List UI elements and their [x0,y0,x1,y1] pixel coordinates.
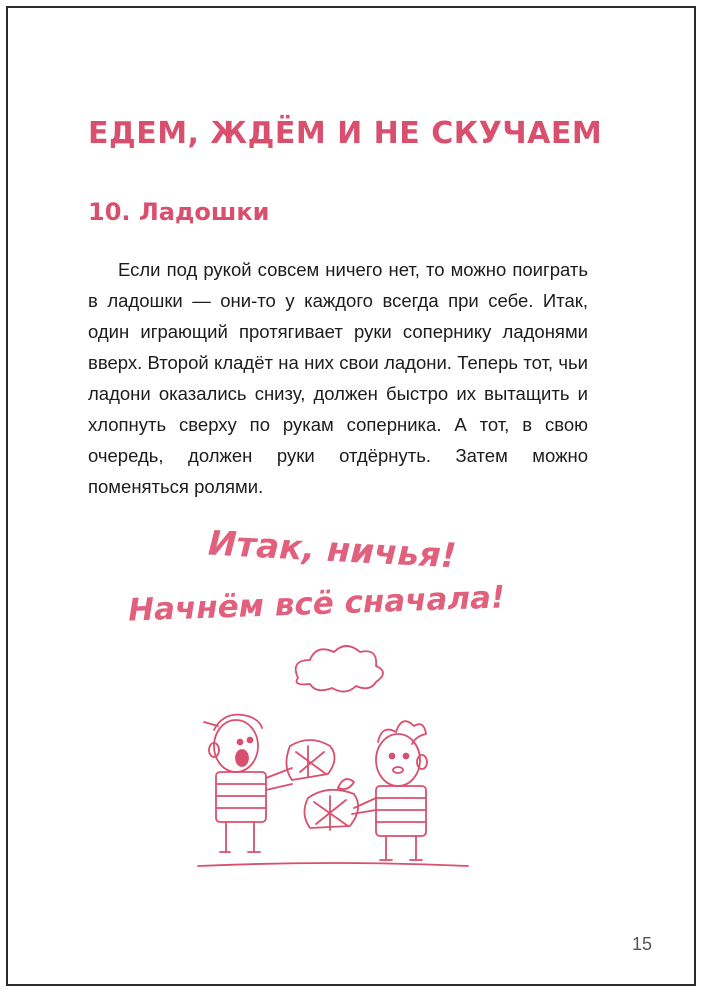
left-kid [204,715,292,852]
two-kids-with-gift-illustration [178,638,478,878]
body-paragraph: Если под рукой совсем ничего нет, то можно поиграть в ладошки — они-то у каждого всегда при себе. Итак, один играющий протягивает руки сопернику ладонями вверх. Второй кладёт на них свои ладони. Теперь тот, чьи ладони оказались снизу, должен быстро их вытащить и хлопнуть сверху по рукам соперника. А тот, в свою очередь, должен руки отдёрнуть. Затем можно поменяться ролями. [88,259,588,497]
section-title: ЕДЕМ, ЖДЁМ И НЕ СКУЧАЕМ [88,116,603,151]
cloud-icon [296,646,383,692]
gift-icon [286,740,358,830]
right-kid [352,721,427,860]
page-number: 15 [631,934,652,954]
exclamation-line-1: Итак, ничья! [207,523,458,577]
subsection-title: 10. Ладошки [88,198,270,226]
book-page [6,6,696,986]
exclamation-line-2: Начнём всё сначала! [127,579,506,629]
